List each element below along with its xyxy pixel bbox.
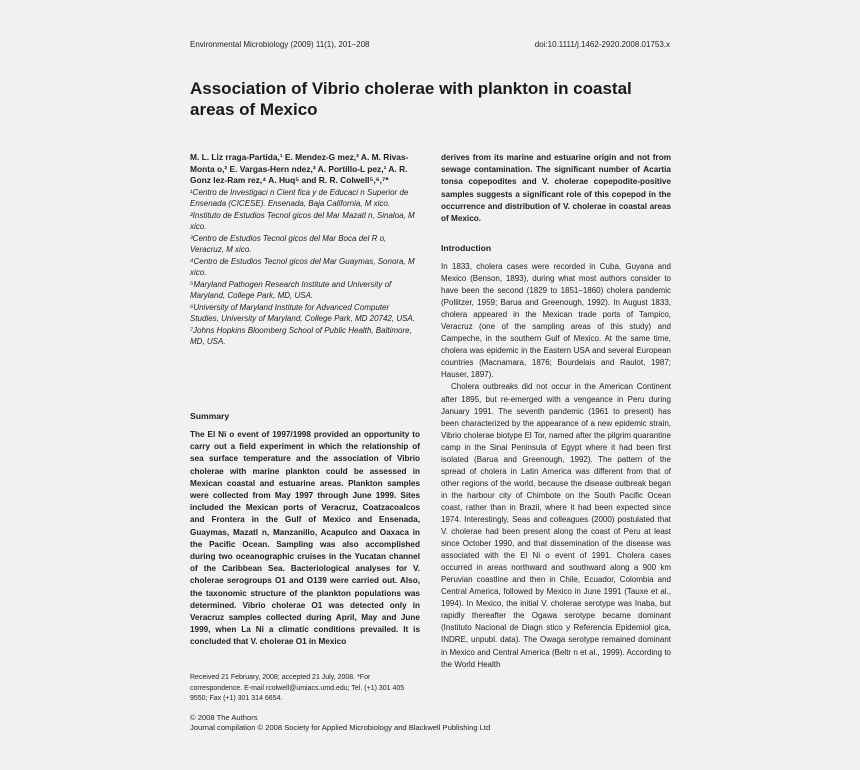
affiliation-7: ⁷Johns Hopkins Bloomberg School of Public Health, Baltimore, MD, USA.: [190, 325, 412, 346]
introduction-heading: Introduction: [441, 243, 492, 253]
intro-paragraph-2: Cholera outbreaks did not occur in the American Continent after 1895, but re-emerged with a vengeance in Peru during January 1991. The seventh pandemic (1961 to present) has been characterized by the appearance of a new epidemic strain, Vibrio cholerae biotype El Tor, named after the pilgrim quarantine camp in the Sinai Peninsula of Egypt where it had been first isolated (Barua and Greenough, 1992). The pattern of the spread of cholera in Latin America was different from that of other regions of the world, because the disease outbreak began in the harbour city of Chimbote on the South Pacific Ocean coast, rather than in Brazil, where it had been expected since 1974. Interestingly, Seas and colleagues (2000) postulated that V. cholerae had been present along the coast of Peru at least since October 1990, and that dissemination of the disease was associated with the El Ni o event of 1991. Cholera cases occurred in areas northward and southward along a 900 km Peruvian coastline and then in Chile, Ecuador, Colombia and Central America, followed by Mexico in June 1991 (Tauxe et al., 1994). In Mexico, the initial V. cholerae serotype was Inaba, but rapidly thereafter the Ogawa serotype became dominant (Instituto Nacional de Diagn stico y Referencia Epidemiol gica, INDRE, unpubl. data). The Owaga serotype remained dominant in Mexico and Central America (Beltr n et al., 1999). According to the World Health: [441, 382, 671, 669]
affiliation-1: ¹Centro de Investigaci n Cient fica y de Educaci n Superior de Ensenada (CICESE). Ensenada, Baja California, M xico.: [190, 187, 409, 208]
compilation-line: Journal compilation © 2008 Society for Applied Microbiology and Blackwell Publishing Ltd: [190, 723, 491, 732]
affiliation-2: ²Instituto de Estudios Tecnol gicos del Mar Mazatl n, Sinaloa, M xico.: [190, 210, 415, 231]
affiliation-4: ⁴Centro de Estudios Tecnol gicos del Mar Guaymas, Sonora, M xico.: [190, 256, 415, 277]
journal-citation: Environmental Microbiology (2009) 11(1), 201–208: [190, 40, 370, 49]
intro-paragraph-1: In 1833, cholera cases were recorded in Cuba, Guyana and Mexico (Benson, 1893), during what most authors consider to have been the second (1829 to 1851–1860) cholera pandemic (Pollitzer, 1959; Barua and Greenough, 1992). In August 1833, cholera appeared in the Mexican trade ports of Tampico, Veracruz (one of the sampling areas of this study) and Campeche, in the southern Gulf of Mexico. At the same time, cholera was epidemic in the Eastern USA and several European countries (Macnamara, 1876; Bourdelais and Raulot, 1987; Hauser, 1897).: [441, 262, 671, 380]
author-list: M. L. Liz rraga-Partida,¹ E. Mendez-G mez,² A. M. Rivas-Monta o,² E. Vargas-Hern ndez,³ A. Portillo-L pez,¹ A. R. Gonz lez-Ram rez,⁴ A. Huq⁵ and R. R. Colwell⁵,⁶,⁷*: [190, 152, 409, 185]
page-footer: [190, 713, 670, 733]
copyright-line: © 2008 The Authors: [190, 713, 258, 722]
author-block: [190, 152, 420, 348]
affiliation-6: ⁶University of Maryland Institute for Advanced Computer Studies, University of Maryland, College Park, MD 20742, USA.: [190, 302, 415, 323]
article-title: Association of Vibrio cholerae with plankton in coastal areas of Mexico: [190, 79, 632, 119]
introduction-text: [441, 261, 671, 671]
summary-continued: derives from its marine and estuarine origin and not from sewage contamination. The significant number of Acartia tonsa copepodites and V. cholerae copepodite-positive samples suggests a significant role of this copepod in the occurrence and distribution of V. cholerae in coastal areas of Mexico.: [441, 153, 671, 224]
doi: doi:10.1111/j.1462-2920.2008.01753.x: [534, 40, 670, 49]
affiliation-list: [190, 187, 420, 348]
summary-text: The El Ni o event of 1997/1998 provided an opportunity to carry out a field experiment in which the relationship of sea surface temperature and the association of Vibrio cholerae with marine plankton could be assessed in Mexican coastal and estuarine areas. Plankton samples were collected from May 1997 through June 1999. Sites included the Mexican ports of Veracruz, Coatzacoalcos and Frontera in the Gulf of Mexico and Ensenada, Guaymas, Mazatl n, Manzanillo, Acapulco and Oaxaca in the Pacific Ocean. Sampling was also accomplished during two oceanographic cruises in the Yucatan channel of the Caribbean Sea. Bacteriological analyses for V. cholerae serogroups O1 and O139 were carried out. Also, the taxonomic structure of the plankton populations was determined. Vibrio cholerae O1 was detected only in Veracruz samples collected during April, May and June 1999, when La Ni a climatic conditions prevailed. It is concluded that V. cholerae O1 in Mexico: [190, 430, 420, 647]
received-note: Received 21 February, 2008; accepted 21 July, 2008. *For correspondence. E-mail rcolwell@umiacs.umd.edu; Tel. (+1) 301 405 9550; Fax (+1) 301 314 6654.: [190, 674, 405, 703]
affiliation-3: ³Centro de Estudios Tecnol gicos del Mar Boca del R o, Veracruz, M xico.: [190, 233, 387, 254]
summary-heading: Summary: [190, 411, 230, 421]
affiliation-5: ⁵Maryland Pathogen Research Institute and University of Maryland, College Park, MD, USA.: [190, 279, 392, 300]
